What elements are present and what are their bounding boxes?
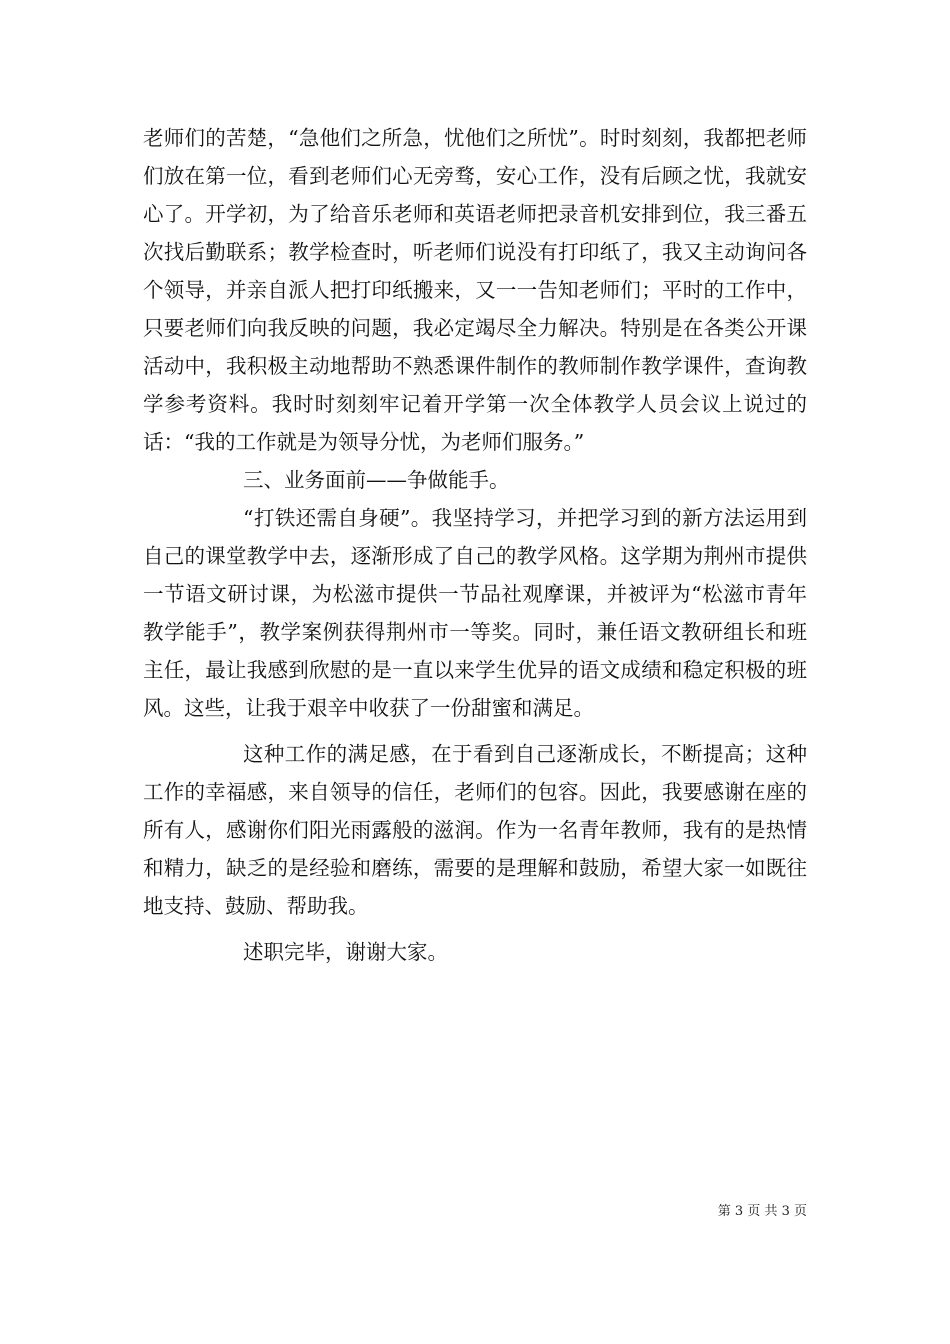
document-body	[143, 119, 807, 971]
paragraph-closing: 述职完毕，谢谢大家。	[243, 940, 448, 964]
page-number-footer: 第 3 页 共 3 页	[717, 1204, 807, 1219]
paragraph-gratitude: 这种工作的满足感，在于看到自己逐渐成长，不断提高；这种工作的幸福感，来自领导的信任，老师们的包容。因此，我要感谢在座的所有人，感谢你们阳光雨露般的滋润。作为一名青年教师，我有的是热情和精力，缺乏的是经验和磨练，需要的是理解和鼓励，希望大家一如既往地支持、鼓励、帮助我。	[143, 742, 807, 918]
section-heading: 三、业务面前——争做能手。	[243, 468, 510, 492]
paragraph-continuation: 老师们的苦楚，“急他们之所急，忧他们之所忧”。时时刻刻，我都把老师们放在第一位，看到老师们心无旁骛，安心工作，没有后顾之忧，我就安心了。开学初，为了给音乐老师和英语老师把录音机安排到位，我三番五次找后勤联系；教学检查时，听老师们说没有打印纸了，我又主动询问各个领导，并亲自派人把打印纸搬来，又一一告知老师们；平时的工作中，只要老师们向我反映的问题，我必定竭尽全力解决。特别是在各类公开课活动中，我积极主动地帮助不熟悉课件制作的教师制作教学课件，查询教学参考资料。我时时刻刻牢记着开学第一次全体教学人员会议上说过的话：“我的工作就是为领导分忧，为老师们服务。”	[143, 126, 807, 454]
paragraph-professional-skills: “打铁还需自身硬”。我坚持学习，并把学习到的新方法运用到自己的课堂教学中去，逐渐形成了自己的教学风格。这学期为荆州市提供一节语文研讨课，为松滋市提供一节品社观摩课，并被评为“松滋市青年教学能手”，教学案例获得荆州市一等奖。同时，兼任语文教研组长和班主任，最让我感到欣慰的是一直以来学生优异的语文成绩和稳定积极的班风。这些，让我于艰辛中收获了一份甜蜜和满足。	[143, 506, 807, 720]
